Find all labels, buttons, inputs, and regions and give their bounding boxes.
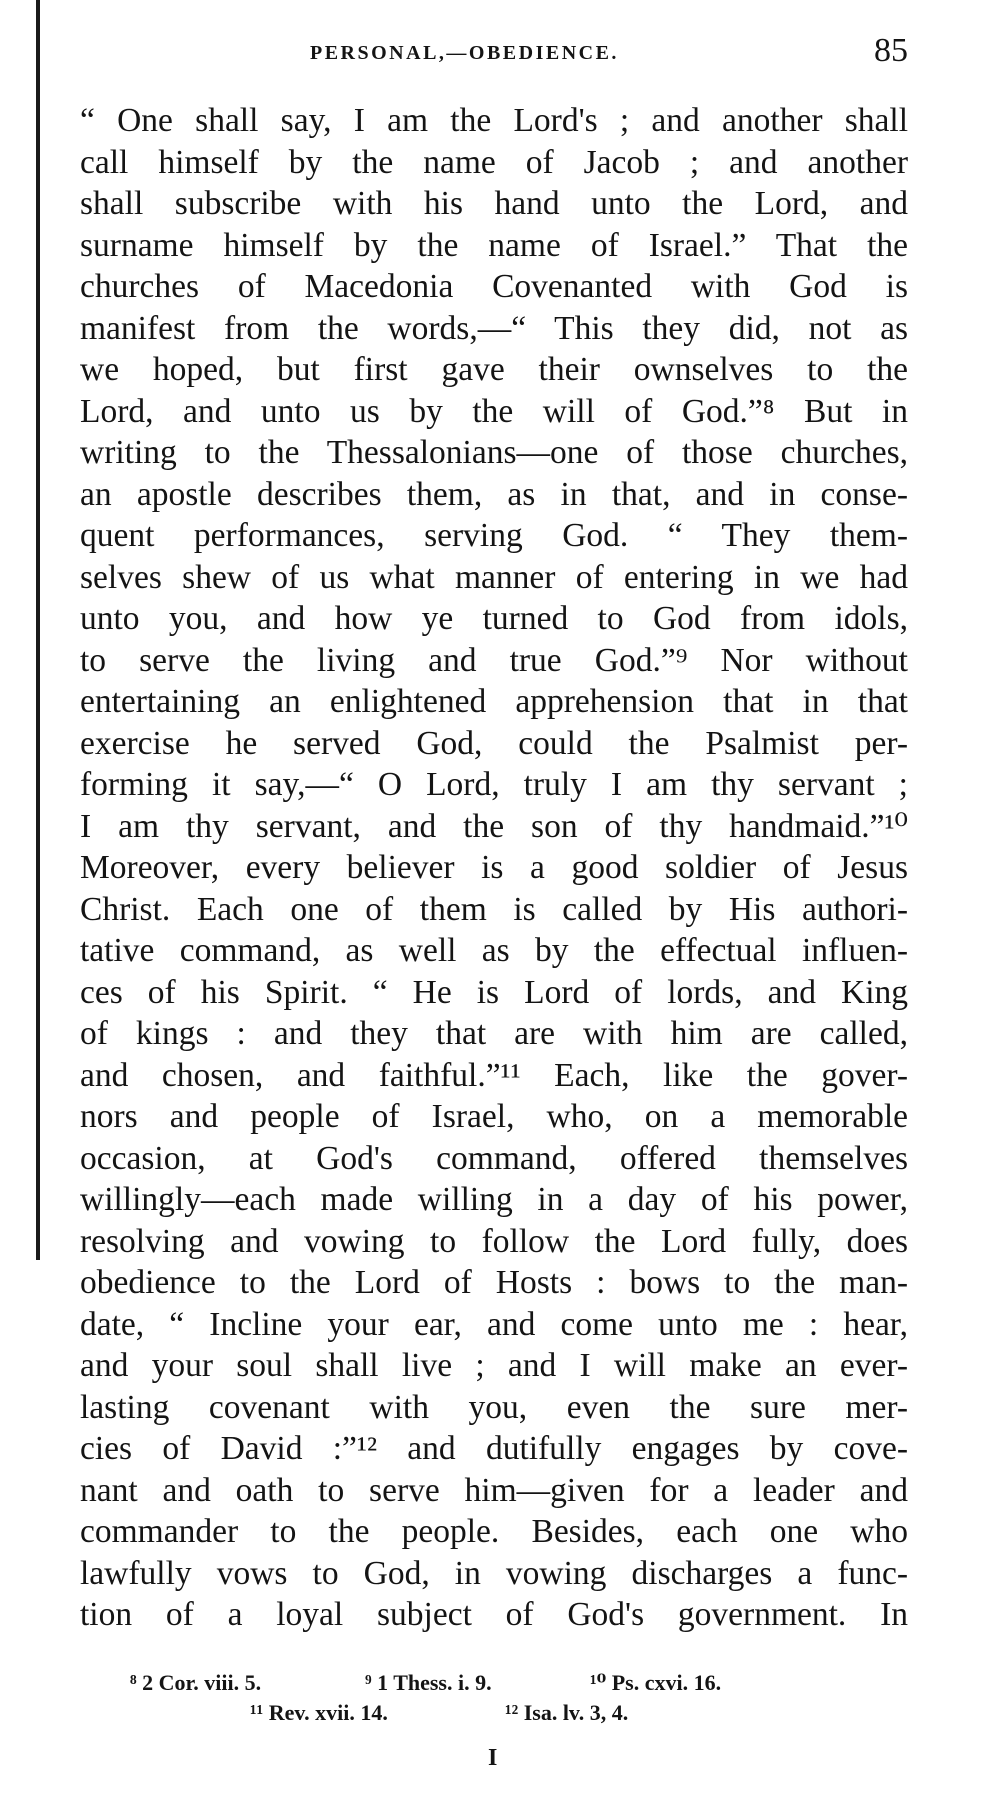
- footnote-12: ¹² Isa. lv. 3, 4.: [505, 1700, 629, 1725]
- text-line: resolving and vowing to follow the Lord fully, does: [80, 1222, 908, 1260]
- text-line: ces of his Spirit. “ He is Lord of lords, and King: [80, 973, 908, 1011]
- page-binding-edge: [36, 0, 40, 1260]
- text-line: “ One shall say, I am the Lord's ; and another shall: [80, 102, 908, 139]
- text-line: willingly—each made willing in a day of his power,: [80, 1181, 908, 1218]
- text-line: obedience to the Lord of Hosts : bows to the man-: [80, 1264, 908, 1301]
- text-line: an apostle describes them, as in that, and in conse-: [80, 475, 908, 513]
- text-line: commander to the people. Besides, each one who: [80, 1513, 908, 1550]
- text-line: shall subscribe with his hand unto the Lord, and: [80, 185, 908, 222]
- footnote-row: [80, 1698, 908, 1728]
- text-line: nors and people of Israel, who, on a memorable: [80, 1098, 908, 1135]
- signature-mark: I: [488, 1745, 498, 1771]
- footnote-8: ⁸ 2 Cor. viii. 5.: [130, 1670, 262, 1695]
- footnote-row: [80, 1668, 908, 1698]
- text-line: occasion, at God's command, offered themselves: [80, 1139, 908, 1177]
- running-head: [80, 32, 908, 82]
- body-text: [80, 100, 908, 1636]
- page-number: 85: [874, 32, 908, 69]
- footnote-11: ¹¹ Rev. xvii. 14.: [250, 1700, 388, 1725]
- text-line: entertaining an enlightened apprehension that in that: [80, 683, 908, 720]
- text-line: tion of a loyal subject of God's government. In: [80, 1596, 908, 1633]
- text-line: date, “ Incline your ear, and come unto me : hear,: [80, 1305, 908, 1343]
- text-line: of kings : and they that are with him are called,: [80, 1015, 908, 1052]
- text-line: tative command, as well as by the effectual influen-: [80, 932, 908, 969]
- text-line: churches of Macedonia Covenanted with God is: [80, 268, 908, 305]
- text-line: exercise he served God, could the Psalmist per-: [80, 724, 908, 762]
- text-line: lawfully vows to God, in vowing discharges a func-: [80, 1554, 908, 1592]
- text-line: forming it say,—“ O Lord, truly I am thy servant ;: [80, 766, 908, 803]
- text-line: Moreover, every believer is a good soldier of Jesus: [80, 849, 908, 886]
- footnote-9: ⁹ 1 Thess. i. 9.: [365, 1670, 492, 1695]
- text-line: Christ. Each one of them is called by His authori-: [80, 890, 908, 928]
- text-line: lasting covenant with you, even the sure mer-: [80, 1388, 908, 1426]
- text-line: call himself by the name of Jacob ; and another: [80, 143, 908, 181]
- text-line: unto you, and how ye turned to God from idols,: [80, 600, 908, 637]
- text-line: selves shew of us what manner of entering in we had: [80, 558, 908, 596]
- footnote-10: ¹⁰ Ps. cxvi. 16.: [590, 1670, 722, 1695]
- text-line: quent performances, serving God. “ They them-: [80, 517, 908, 554]
- text-line: manifest from the words,—“ This they did, not as: [80, 309, 908, 347]
- text-line: nant and oath to serve him—given for a leader and: [80, 1471, 908, 1509]
- text-line: writing to the Thessalonians—one of those churches,: [80, 434, 908, 471]
- text-line: I am thy servant, and the son of thy handmaid.”¹⁰: [80, 807, 908, 845]
- text-line: cies of David :”¹² and dutifully engages by cove-: [80, 1430, 908, 1467]
- running-head-title: PERSONAL,—OBEDIENCE.: [310, 42, 619, 64]
- text-line: and chosen, and faithful.”¹¹ Each, like the gover-: [80, 1056, 908, 1094]
- text-line: we hoped, but first gave their ownselves to the: [80, 351, 908, 388]
- text-line: Lord, and unto us by the will of God.”⁸ But in: [80, 392, 908, 430]
- footnotes: [80, 1668, 908, 1728]
- text-line: to serve the living and true God.”⁹ Nor without: [80, 641, 908, 679]
- text-line: and your soul shall live ; and I will make an ever-: [80, 1347, 908, 1384]
- text-line: surname himself by the name of Israel.” That the: [80, 226, 908, 264]
